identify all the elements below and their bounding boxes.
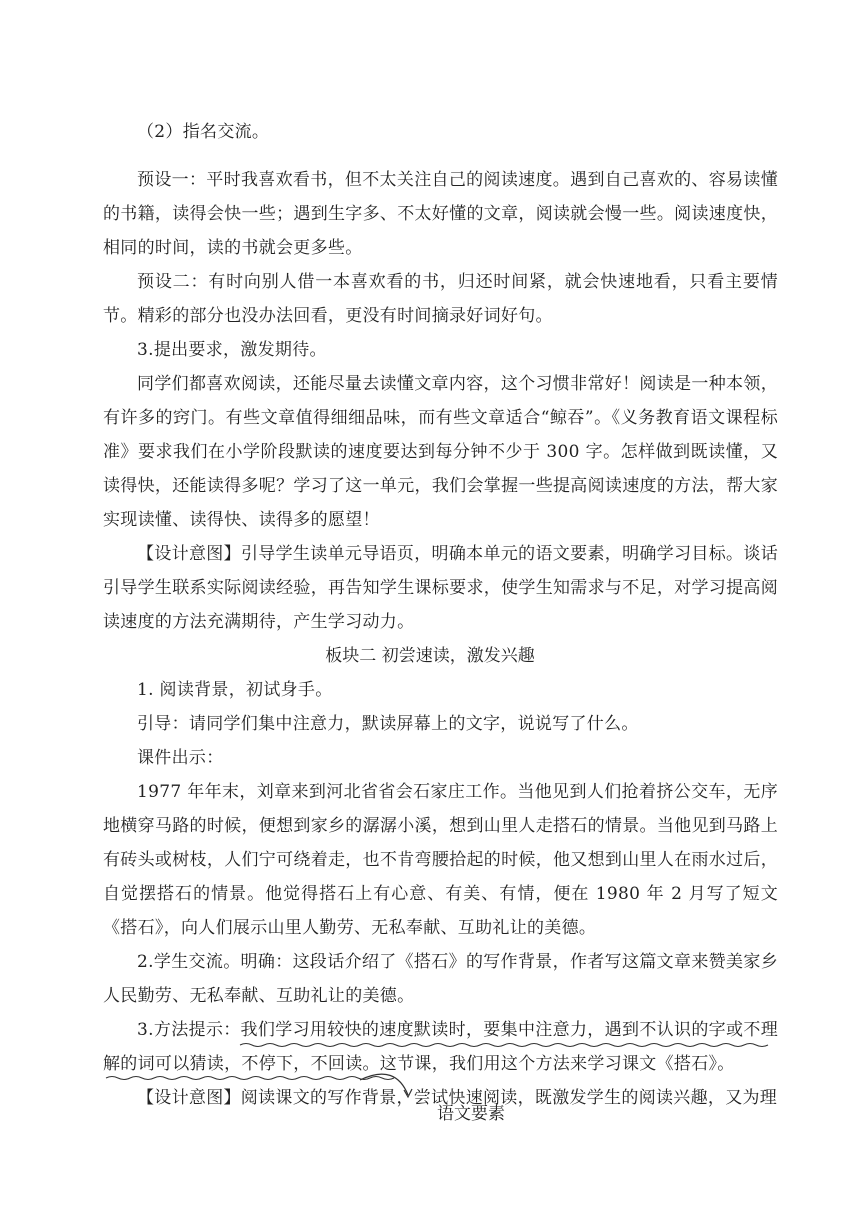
paragraph-design-intent-two: 【设计意图】阅读课文的写作背景，尝试快速阅读，既激发学生的阅读兴趣，又为理 — [137, 1088, 778, 1108]
paragraph-read-background: 1. 阅读背景，初试身手。 — [137, 680, 333, 700]
paragraph-pointing-exchange: （2）指名交流。 — [137, 122, 270, 142]
paragraph-guide: 引导：请同学们集中注意力，默读屏幕上的文字，说说写了什么。 — [137, 714, 639, 734]
paragraph-step-three: 3.提出要求，激发期待。 — [137, 340, 327, 360]
paragraph-student-exchange: 2.学生交流。明确：这段话介绍了《搭石》的写作背景，作者写这篇文章来赞美家乡人民勤劳、无私奉献、互助礼让的美德。 — [103, 952, 778, 1006]
paragraph-method-tip: 3.方法提示：我们学习用较快的速度默读时，要集中注意力，遇到不认识的字或不理解的词可以猜读，不停下，不回读。这节课，我们用这个方法来学习课文《搭石》。 — [103, 1020, 778, 1074]
annotation-note: 语文要素 — [437, 1104, 505, 1124]
paragraph-preset-one: 预设一：平时我喜欢看书，但不太关注自己的阅读速度。遇到自己喜欢的、容易读懂的书籍，读得会快一些；遇到生字多、不太好懂的文章，阅读就会慢一些。阅读速度快，相同的时间，读的书就会更多些。 — [103, 170, 778, 258]
section-title: 板块二 初尝速读，激发兴趣 — [325, 646, 535, 666]
paragraph-preset-two: 预设二：有时向别人借一本喜欢看的书，归还时间紧，就会快速地看，只看主要情节。精彩的部分也没办法回看，更没有时间摘录好词好句。 — [103, 272, 778, 326]
paragraph-design-intent-one: 【设计意图】引导学生读单元导语页，明确本单元的语文要素，明确学习目标。谈话引导学生联系实际阅读经验，再告知学生课标要求，使学生知需求与不足，对学习提高阅读速度的方法充满期待，产生学习动力。 — [103, 544, 778, 632]
paragraph-requirements: 同学们都喜欢阅读，还能尽量去读懂文章内容，这个习惯非常好！阅读是一种本领，有许多的窍门。有些文章值得细细品味，而有些文章适合“鲸吞”。《义务教育语文课程标准》要求我们在小学阶段默读的速度要达到每分钟不少于 300 字。怎样做到既读懂，又读得快，还能读得多呢？学习了这一单元，我们会掌握一些提高阅读速度的方法，帮大家实现读懂、读得快、读得多的愿望！ — [103, 374, 778, 530]
paragraph-courseware: 课件出示： — [137, 748, 224, 768]
paragraph-background-text: 1977 年年末，刘章来到河北省省会石家庄工作。当他见到人们抢着挤公交车，无序地横穿马路的时候，便想到家乡的潺潺小溪，想到山里人走搭石的情景。当他见到马路上有砖头或树枝，人们宁可绕着走，也不肯弯腰拾起的时候，他又想到山里人在雨水过后，自觉摆搭石的情景。他觉得搭石上有心意、有美、有情，便在 1980 年 2 月写了短文《搭石》，向人们展示山里人勤劳、无私奉献、互助礼让的美德。 — [103, 782, 778, 938]
